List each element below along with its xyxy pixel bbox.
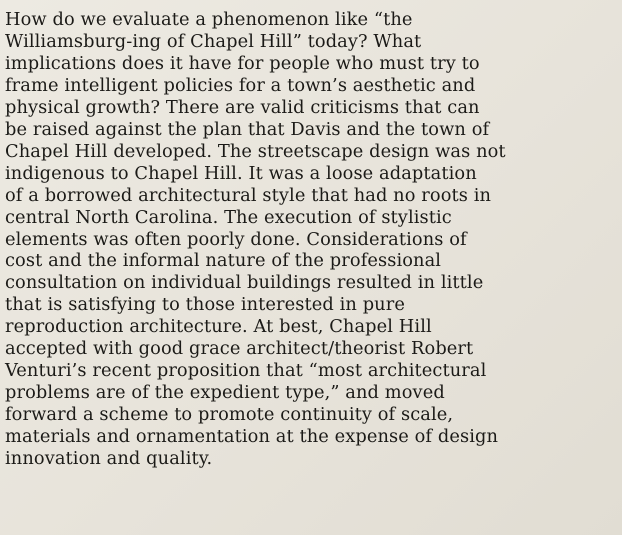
text-line: accepted with good grace architect/theorist Robert xyxy=(5,338,474,360)
text-line: that is satisfying to those interested in pure xyxy=(5,294,405,316)
text-line: elements was often poorly done. Considerations of xyxy=(5,228,467,250)
body-paragraph xyxy=(5,9,615,470)
text-line: forward a scheme to promote continuity of scale, xyxy=(5,404,454,426)
text-line: Chapel Hill developed. The streetscape design was not xyxy=(5,140,506,162)
text-line: materials and ornamentation at the expense of design xyxy=(5,426,499,448)
text-line: cost and the informal nature of the professional xyxy=(5,250,442,272)
text-line: of a borrowed architectural style that had no roots in xyxy=(5,184,492,206)
text-line: central North Carolina. The execution of stylistic xyxy=(5,206,452,228)
text-line: innovation and quality. xyxy=(5,448,213,470)
text-line: consultation on individual buildings resulted in little xyxy=(5,272,484,294)
text-line: Williamsburg-ing of Chapel Hill” today? What xyxy=(5,30,422,52)
text-line: implications does it have for people who must try to xyxy=(5,52,480,74)
text-line: be raised against the plan that Davis and the town of xyxy=(5,118,490,140)
text-line: Venturi’s recent proposition that “most architectural xyxy=(5,360,487,382)
text-line: physical growth? There are valid criticisms that can xyxy=(5,96,480,118)
text-line: How do we evaluate a phenomenon like “the xyxy=(5,9,413,30)
text-line: indigenous to Chapel Hill. It was a loose adaptation xyxy=(5,162,477,184)
text-line: frame intelligent policies for a town’s aesthetic and xyxy=(5,74,476,96)
text-line: reproduction architecture. At best, Chapel Hill xyxy=(5,316,432,338)
text-line: problems are of the expedient type,” and moved xyxy=(5,382,445,404)
